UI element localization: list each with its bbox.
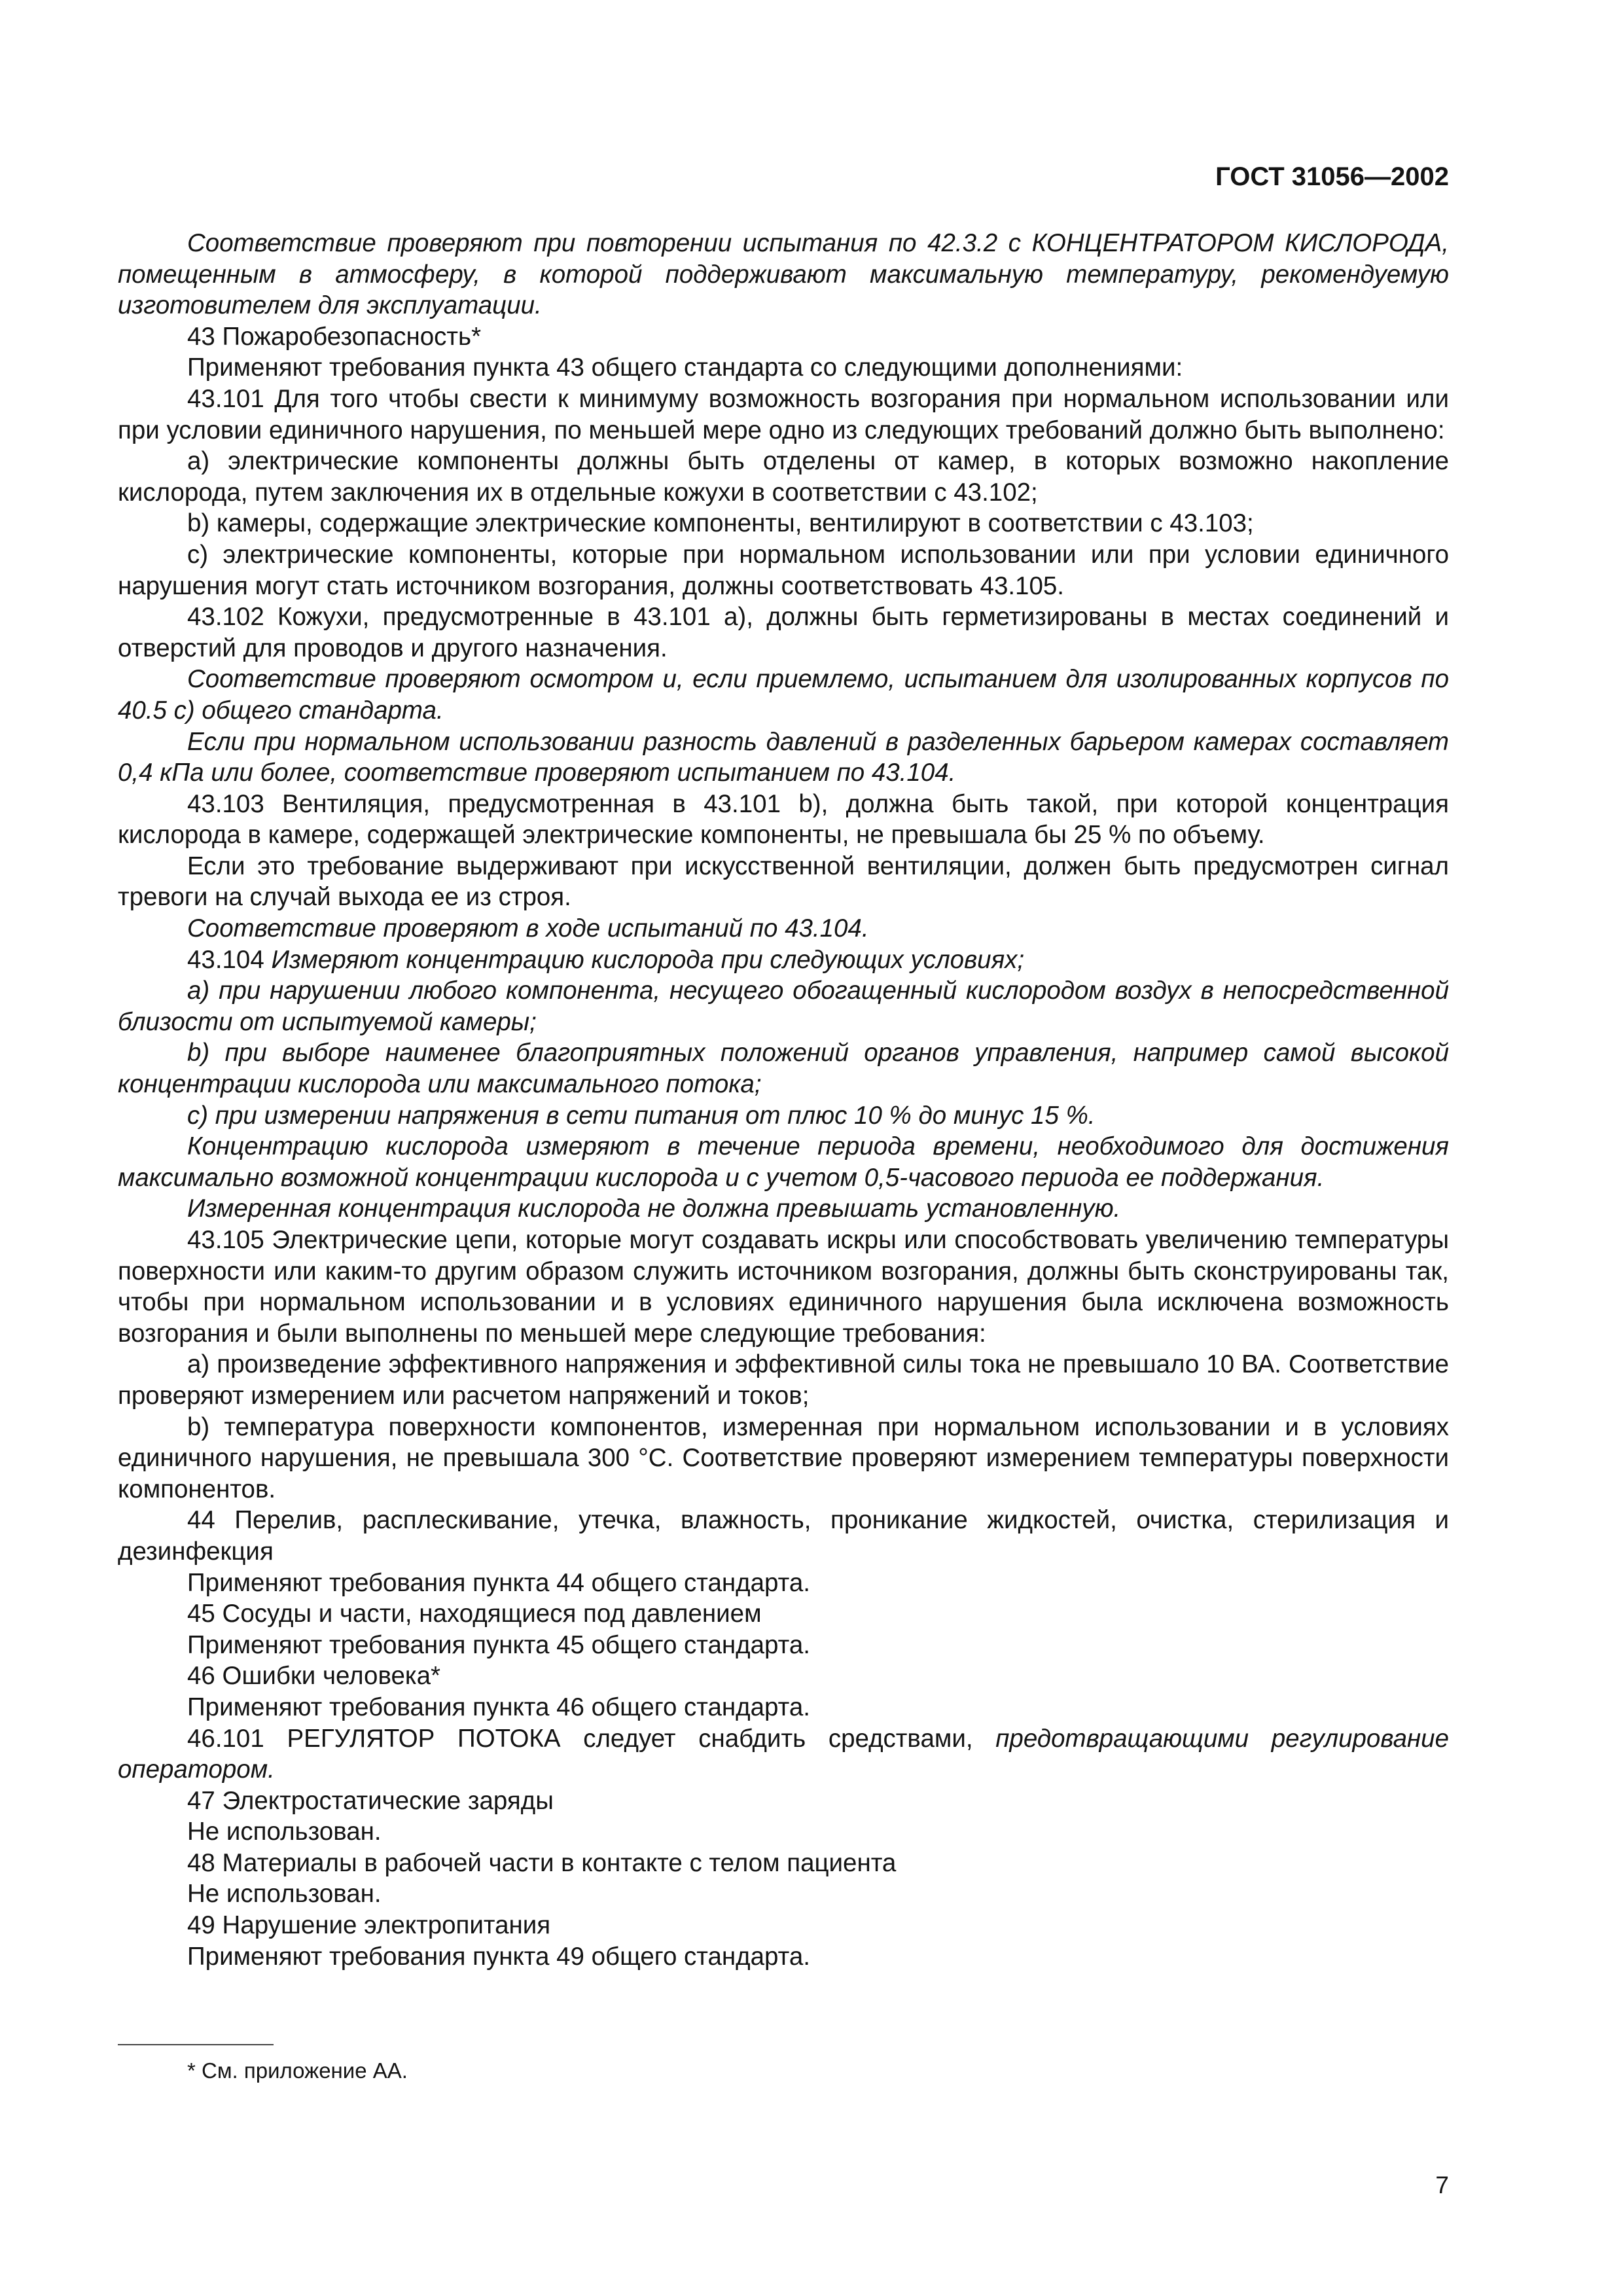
- document-code-header: ГОСТ 31056—2002: [1215, 162, 1449, 191]
- paragraph: 43.103 Вентиляция, предусмотренная в 43.101 b), должна быть такой, при которой концентрация кислорода в камере, содержащей электрические компоненты, не превышала бы 25 % по объему.: [118, 789, 1449, 850]
- paragraph: Измеренная концентрация кислорода не должна превышать установленную.: [187, 1194, 1121, 1223]
- paragraph: Применяют требования пункта 44 общего стандарта.: [187, 1568, 810, 1597]
- paragraph: Не использован.: [187, 1818, 382, 1846]
- paragraph: а) при нарушении любого компонента, несущего обогащенный кислородом воздух в непосредственной близости от испытуемой камеры;: [118, 977, 1449, 1036]
- paragraph: 49 Нарушение электропитания: [187, 1911, 551, 1940]
- paragraph-lead: 43.104: [187, 945, 272, 974]
- paragraph: 43.101 Для того чтобы свести к минимуму возможность возгорания при нормальном использовании или при условии единичного нарушения, по меньшей мере одно из следующих требований должно быть выполнено:: [118, 384, 1449, 444]
- paragraph: 46 Ошибки человека*: [187, 1662, 440, 1691]
- paragraph: Применяют требования пункта 49 общего стандарта.: [187, 1942, 810, 1971]
- paragraph: 43 Пожаробезопасность*: [187, 322, 482, 351]
- paragraph-italic-text: предотвращающими регулирование оператором.: [118, 1724, 1449, 1784]
- paragraph: b) камеры, содержащие электрические компоненты, вентилируют в соответствии с 43.103;: [187, 509, 1254, 538]
- paragraph-italic-text: Измеряют концентрацию кислорода при следующих условиях;: [271, 945, 1025, 974]
- paragraph: b) температура поверхности компонентов, измеренная при нормальном использовании и в условиях единичного нарушения, не превышала 300 °С. Соответствие проверяют измерением температуры поверхности компонентов.: [118, 1412, 1449, 1503]
- paragraph: 43.105 Электрические цепи, которые могут создавать искры или способствовать увеличению температуры поверхности или каким-то другим образом служить источником возгорания, должны быть сконструированы так, чтобы при нормальном использовании и в условиях единичного нарушения была исключена возможность возгорания и были выполнены по меньшей мере следующие требования:: [118, 1226, 1449, 1348]
- paragraph: [118, 944, 1449, 976]
- page-number: 7: [1435, 2172, 1449, 2198]
- document-body: [118, 228, 1449, 1972]
- paragraph: [118, 1723, 1449, 1785]
- paragraph: Не использован.: [187, 1880, 382, 1909]
- paragraph: 45 Сосуды и части, находящиеся под давлением: [187, 1600, 762, 1628]
- paragraph: Если при нормальном использовании разность давлений в разделенных барьером камерах составляет 0,4 кПа или более, соответствие проверяют испытанием по 43.104.: [118, 727, 1449, 787]
- paragraph: с) электрические компоненты, которые при нормальном использовании или при условии единичного нарушения могут стать источником возгорания, должны соответствовать 43.105.: [118, 540, 1449, 600]
- paragraph: Концентрацию кислорода измеряют в течение периода времени, необходимого для достижения максимально возможной концентрации кислорода и с учетом 0,5-часового периода ее поддержания.: [118, 1132, 1449, 1192]
- paragraph: Применяют требования пункта 45 общего стандарта.: [187, 1630, 810, 1659]
- paragraph: Соответствие проверяют осмотром и, если приемлемо, испытанием для изолированных корпусов по 40.5 с) общего стандарта.: [118, 665, 1449, 725]
- paragraph: Если это требование выдерживают при искусственной вентиляции, должен быть предусмотрен сигнал тревоги на случай выхода ее из строя.: [118, 852, 1449, 912]
- paragraph: Применяют требования пункта 43 общего стандарта со следующими дополнениями:: [187, 353, 1183, 382]
- paragraph: а) электрические компоненты должны быть отделены от камер, в которых возможно накопление кислорода, путем заключения их в отдельные кожухи в соответствии с 43.102;: [118, 447, 1449, 507]
- paragraph: Соответствие проверяют при повторении испытания по 42.3.2 с КОНЦЕНТРАТОРОМ КИСЛОРОДА, помещенным в атмосферу, в которой поддерживают максимальную температуру, рекомендуемую изготовителем для эксплуатации.: [118, 229, 1449, 320]
- paragraph: 44 Перелив, расплескивание, утечка, влажность, проникание жидкостей, очистка, стерилизация и дезинфекция: [118, 1506, 1449, 1566]
- paragraph: Соответствие проверяют в ходе испытаний по 43.104.: [187, 914, 869, 943]
- paragraph: а) произведение эффективного напряжения и эффективной силы тока не превышало 10 ВА. Соответствие проверяют измерением или расчетом напряжений и токов;: [118, 1350, 1449, 1410]
- paragraph: 48 Материалы в рабочей части в контакте с телом пациента: [187, 1848, 897, 1877]
- paragraph: 47 Электростатические заряды: [187, 1786, 554, 1815]
- footnote-separator: [118, 2044, 274, 2045]
- paragraph: Применяют требования пункта 46 общего стандарта.: [187, 1693, 810, 1721]
- paragraph: b) при выборе наименее благоприятных положений органов управления, например самой высокой концентрации кислорода или максимального потока;: [118, 1039, 1449, 1099]
- paragraph: с) при измерении напряжения в сети питания от плюс 10 % до минус 15 %.: [187, 1101, 1096, 1130]
- paragraph-lead: 46.101 РЕГУЛЯТОР ПОТОКА следует снабдить средствами,: [187, 1724, 996, 1753]
- footnote: * См. приложение АА.: [187, 2058, 408, 2083]
- paragraph: 43.102 Кожухи, предусмотренные в 43.101 а), должны быть герметизированы в местах соединений и отверстий для проводов и другого назначения.: [118, 603, 1449, 662]
